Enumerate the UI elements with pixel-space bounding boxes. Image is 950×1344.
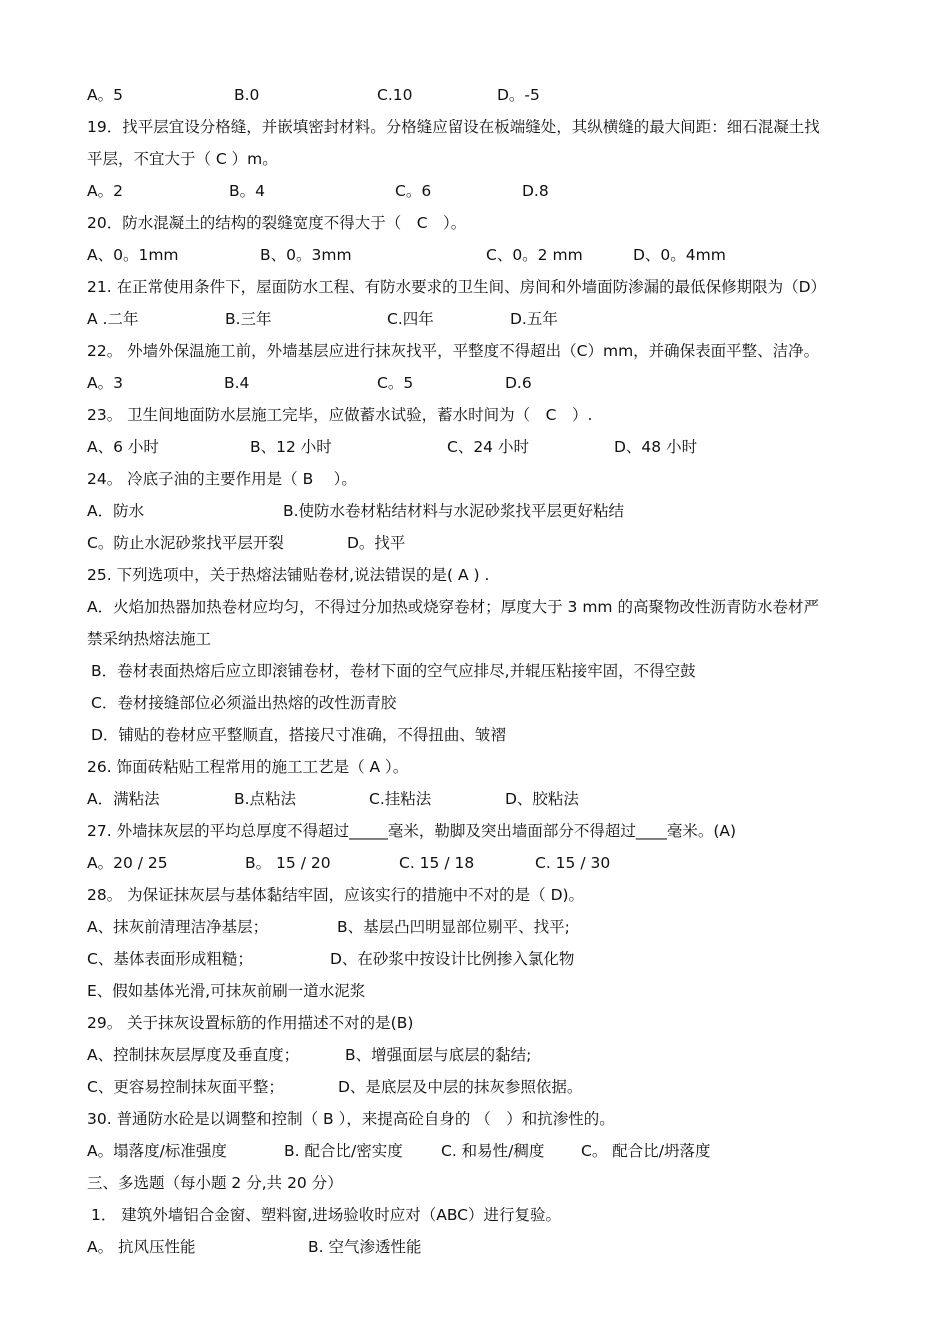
text-line: 29。 关于抹灰设置标筋的作用描述不对的是(B) (87, 1014, 414, 1032)
options-line (87, 917, 890, 937)
option-item: C、基体表面形成粗糙； (87, 950, 253, 968)
option-item: B。4 (229, 182, 265, 200)
text-line: D．铺贴的卷材应平整顺直，搭接尺寸准确，不得扭曲、皱褶 (91, 726, 506, 744)
text-line: 23。 卫生间地面防水层施工完毕，应做蓄水试验，蓄水时间为（ C ）. (87, 406, 593, 424)
text-line: 25. 下列选项中，关于热熔法铺贴卷材,说法错误的是( A ) . (87, 566, 490, 584)
options-line (87, 501, 890, 521)
option-item: B、0。3mm (260, 246, 352, 264)
option-item: C、更容易控制抹灰面平整； (87, 1078, 284, 1096)
option-item: D。找平 (347, 534, 406, 552)
option-item: C. 和易性/稠度 (441, 1142, 545, 1160)
options-line (87, 949, 890, 969)
options-line (87, 373, 890, 393)
options-line (87, 245, 890, 265)
options-line (87, 533, 890, 553)
text-line: A．火焰加热器加热卷材应均匀，不得过分加热或烧穿卷材；厚度大于 3 mm 的高聚物改性沥青防水卷材严 (87, 598, 819, 616)
options-line (87, 1045, 890, 1065)
options-line (87, 1141, 890, 1161)
option-item: B. 空气渗透性能 (308, 1238, 422, 1256)
option-item: A、控制抹灰层厚度及垂直度； (87, 1046, 300, 1064)
text-line: 26. 饰面砖粘贴工程常用的施工工艺是（ A ）。 (87, 758, 409, 776)
option-item: C、24 小时 (447, 438, 529, 456)
option-item: A。 抗风压性能 (87, 1238, 196, 1256)
option-item: D、是底层及中层的抹灰参照依据。 (338, 1078, 583, 1096)
options-line (87, 1077, 890, 1097)
text-line: 21. 在正常使用条件下，屋面防水工程、有防水要求的卫生间、房间和外墙面防渗漏的最低保修期限为（D） (87, 278, 827, 296)
text-line: E、假如基体光滑,可抹灰前刷一道水泥浆 (87, 982, 366, 1000)
option-item: C.10 (377, 86, 413, 104)
option-item: C.挂粘法 (369, 790, 432, 808)
option-item: B、增强面层与底层的黏结; (345, 1046, 532, 1064)
options-line (87, 1237, 890, 1257)
option-item: C.四年 (387, 310, 434, 328)
option-item: C。6 (395, 182, 432, 200)
option-item: B.三年 (225, 310, 272, 328)
text-line: 22。 外墙外保温施工前，外墙基层应进行抹灰找平，平整度不得超出（C）mm，并确保表面平整、洁净。 (87, 342, 820, 360)
option-item: A .二年 (87, 310, 139, 328)
option-item: B.使防水卷材粘结材料与水泥砂浆找平层更好粘结 (283, 502, 625, 520)
text-line: 禁采纳热熔法施工 (87, 630, 212, 648)
option-item: A、6 小时 (87, 438, 159, 456)
text-line: 平层，不宜大于（ C ）m。 (87, 150, 278, 168)
options-line (87, 309, 890, 329)
option-item: A．防水 (87, 502, 145, 520)
option-item: D、在砂浆中按设计比例掺入氯化物 (330, 950, 575, 968)
option-item: B.点粘法 (234, 790, 297, 808)
option-item: A、抹灰前清理洁净基层； (87, 918, 269, 936)
text-line: 三、多选题（每小题 2 分,共 20 分） (87, 1174, 343, 1192)
option-item: C。 配合比/坍落度 (581, 1142, 711, 1160)
option-item: D、胶粘法 (505, 790, 579, 808)
option-item: B。 15 / 20 (245, 854, 331, 872)
option-item: C、0。2 mm (486, 246, 583, 264)
option-item: B. 配合比/密实度 (284, 1142, 403, 1160)
option-item: C。防止水泥砂浆找平层开裂 (87, 534, 284, 552)
option-item: A。3 (87, 374, 123, 392)
option-item: D.6 (505, 374, 532, 392)
option-item: A．满粘法 (87, 790, 160, 808)
option-item: C. 15 / 30 (535, 854, 611, 872)
option-item: A。20 / 25 (87, 854, 168, 872)
option-item: D.8 (522, 182, 549, 200)
options-line (87, 437, 890, 457)
text-line: 24。 冷底子油的主要作用是（ B ）。 (87, 470, 357, 488)
options-line (87, 85, 890, 105)
options-line (87, 853, 890, 873)
option-item: D、0。4mm (633, 246, 726, 264)
option-item: C. 15 / 18 (399, 854, 475, 872)
text-line: 1． 建筑外墙铝合金窗、塑料窗,进场验收时应对（ABC）进行复验。 (91, 1206, 562, 1224)
options-line (87, 789, 890, 809)
text-line: 30. 普通防水砼是以调整和控制（ B ），来提高砼自身的 （ ）和抗渗性的。 (87, 1110, 615, 1128)
text-line: 20．防水混凝土的结构的裂缝宽度不得大于（ C ）。 (87, 214, 467, 232)
options-line (87, 181, 890, 201)
option-item: A。塌落度/标准强度 (87, 1142, 227, 1160)
option-item: D、48 小时 (614, 438, 698, 456)
text-line: 19．找平层宜设分格缝，并嵌填密封材料。分格缝应留设在板端缝处，其纵横缝的最大间距：细石混凝土找 (87, 118, 820, 136)
option-item: B.4 (224, 374, 250, 392)
text-line: C．卷材接缝部位必须溢出热熔的改性沥青胶 (91, 694, 397, 712)
option-item: C。5 (377, 374, 414, 392)
option-item: A。2 (87, 182, 123, 200)
option-item: A、0。1mm (87, 246, 179, 264)
option-item: B.0 (234, 86, 260, 104)
option-item: A。5 (87, 86, 123, 104)
text-line: 28。 为保证抹灰层与基体黏结牢固，应该实行的措施中不对的是（ D)。 (87, 886, 585, 904)
text-line: 27. 外墙抹灰层的平均总厚度不得超过_____毫米，勒脚及突出墙面部分不得超过____毫米。(A) (87, 822, 737, 840)
option-item: D.五年 (510, 310, 558, 328)
option-item: B、12 小时 (250, 438, 332, 456)
text-line: B．卷材表面热熔后应立即滚铺卷材，卷材下面的空气应排尽,并辊压粘接牢固，不得空鼓 (91, 662, 696, 680)
option-item: B、基层凸凹明显部位剔平、找平; (337, 918, 570, 936)
option-item: D。-5 (497, 86, 540, 104)
